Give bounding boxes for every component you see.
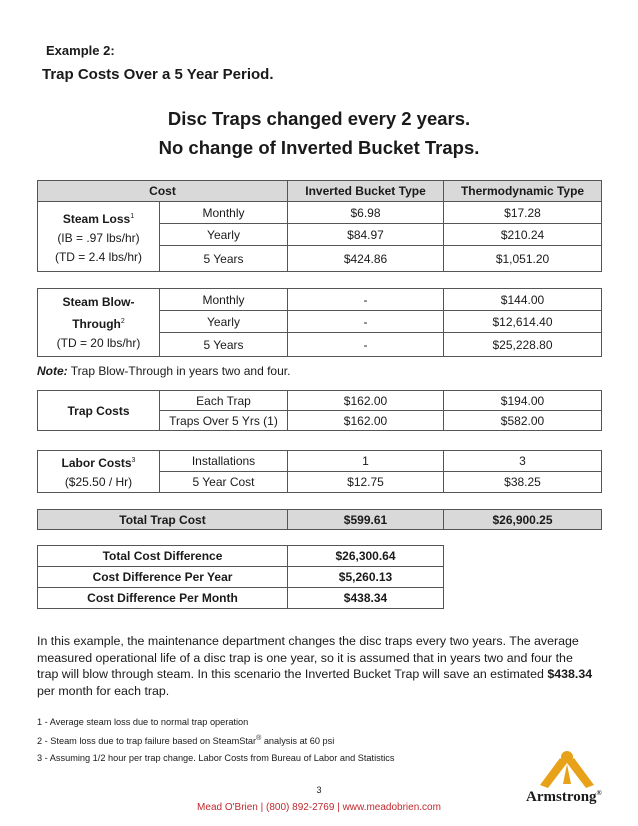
- labor-costs-label: Labor Costs$^3$ ($25.50 / Hr): [38, 451, 160, 493]
- difference-value: $5,260.13: [288, 567, 444, 588]
- header-cost: Cost: [38, 181, 288, 202]
- difference-label: Cost Difference Per Year: [38, 567, 288, 588]
- cost-difference-table: [37, 545, 444, 609]
- trap-costs-td: $194.00: [444, 391, 602, 411]
- steam-loss-ib: $84.97: [288, 224, 444, 246]
- trap-costs-period: Traps Over 5 Yrs (1): [160, 411, 288, 431]
- trap-costs-ib: $162.00: [288, 391, 444, 411]
- note: Note: Trap Blow-Through in years two and four.: [37, 364, 291, 378]
- trap-costs-table: [37, 390, 602, 431]
- footnote-2: 2 - Steam loss due to trap failure based on SteamStar® analysis at 60 psi: [37, 735, 335, 747]
- trap-costs-td: $582.00: [444, 411, 602, 431]
- blow-through-period: Monthly: [160, 289, 288, 311]
- header-thermodynamic: Thermodynamic Type: [444, 181, 602, 202]
- blow-through-table: [37, 288, 602, 357]
- labor-costs-period: Installations: [160, 451, 288, 472]
- steam-loss-table: [37, 180, 602, 272]
- blow-through-td: $12,614.40: [444, 311, 602, 333]
- total-trap-cost-table: [37, 509, 602, 530]
- blow-through-period: 5 Years: [160, 333, 288, 357]
- steam-loss-td: $1,051.20: [444, 246, 602, 272]
- header-inverted-bucket: Inverted Bucket Type: [288, 181, 444, 202]
- difference-value: $26,300.64: [288, 546, 444, 567]
- difference-label: Cost Difference Per Month: [38, 588, 288, 609]
- steam-loss-ib: $424.86: [288, 246, 444, 272]
- blow-through-ib: -: [288, 333, 444, 357]
- blow-through-td: $25,228.80: [444, 333, 602, 357]
- footnote-1: 1 - Average steam loss due to normal trap operation: [37, 717, 249, 727]
- example-title: Trap Costs Over a 5 Year Period.: [42, 66, 274, 83]
- trap-costs-ib: $162.00: [288, 411, 444, 431]
- trap-costs-label: Trap Costs: [38, 391, 160, 431]
- armstrong-logo-text: Armstrong®: [526, 789, 602, 805]
- blow-through-label: Steam Blow- Through$^2$ (TD = 20 lbs/hr): [38, 289, 160, 357]
- headline-inverted-bucket: No change of Inverted Bucket Traps.: [158, 137, 480, 158]
- steam-loss-td: $210.24: [444, 224, 602, 246]
- steam-loss-period: Yearly: [160, 224, 288, 246]
- labor-costs-td: $38.25: [444, 472, 602, 493]
- summary-paragraph: In this example, the maintenance department changes the disc traps every two years. The average measured operational life of a disc trap is one year, so it is assumed that in years two and four the trap will blow through steam. In this scenario the Inverted Bucket Trap will save an estimated $438.34 per month for each trap.: [37, 634, 593, 698]
- steam-loss-label: Steam Loss$^1$ (IB = .97 lbs/hr) (TD = 2.4 lbs/hr): [38, 202, 160, 272]
- total-trap-cost-label: Total Trap Cost: [38, 510, 288, 530]
- difference-value: $438.34: [288, 588, 444, 609]
- steam-loss-td: $17.28: [444, 202, 602, 224]
- blow-through-period: Yearly: [160, 311, 288, 333]
- labor-costs-td: 3: [444, 451, 602, 472]
- headline-disc-traps: Disc Traps changed every 2 years.: [167, 108, 471, 129]
- blow-through-ib: -: [288, 311, 444, 333]
- labor-costs-ib: 1: [288, 451, 444, 472]
- blow-through-ib: -: [288, 289, 444, 311]
- labor-costs-table: [37, 450, 602, 493]
- labor-costs-ib: $12.75: [288, 472, 444, 493]
- steam-loss-period: Monthly: [160, 202, 288, 224]
- labor-costs-period: 5 Year Cost: [160, 472, 288, 493]
- example-label: Example 2:: [46, 43, 115, 58]
- footnote-3: 3 - Assuming 1/2 hour per trap change. Labor Costs from Bureau of Labor and Statistics: [37, 753, 395, 763]
- steam-loss-period: 5 Years: [160, 246, 288, 272]
- blow-through-td: $144.00: [444, 289, 602, 311]
- difference-label: Total Cost Difference: [38, 546, 288, 567]
- trap-costs-period: Each Trap: [160, 391, 288, 411]
- footer-contact: Mead O'Brien | (800) 892-2769 | www.meadobrien.com: [197, 802, 441, 813]
- total-trap-cost-ib: $599.61: [288, 510, 444, 530]
- steam-loss-ib: $6.98: [288, 202, 444, 224]
- page-number: 3: [316, 785, 322, 795]
- total-trap-cost-td: $26,900.25: [444, 510, 602, 530]
